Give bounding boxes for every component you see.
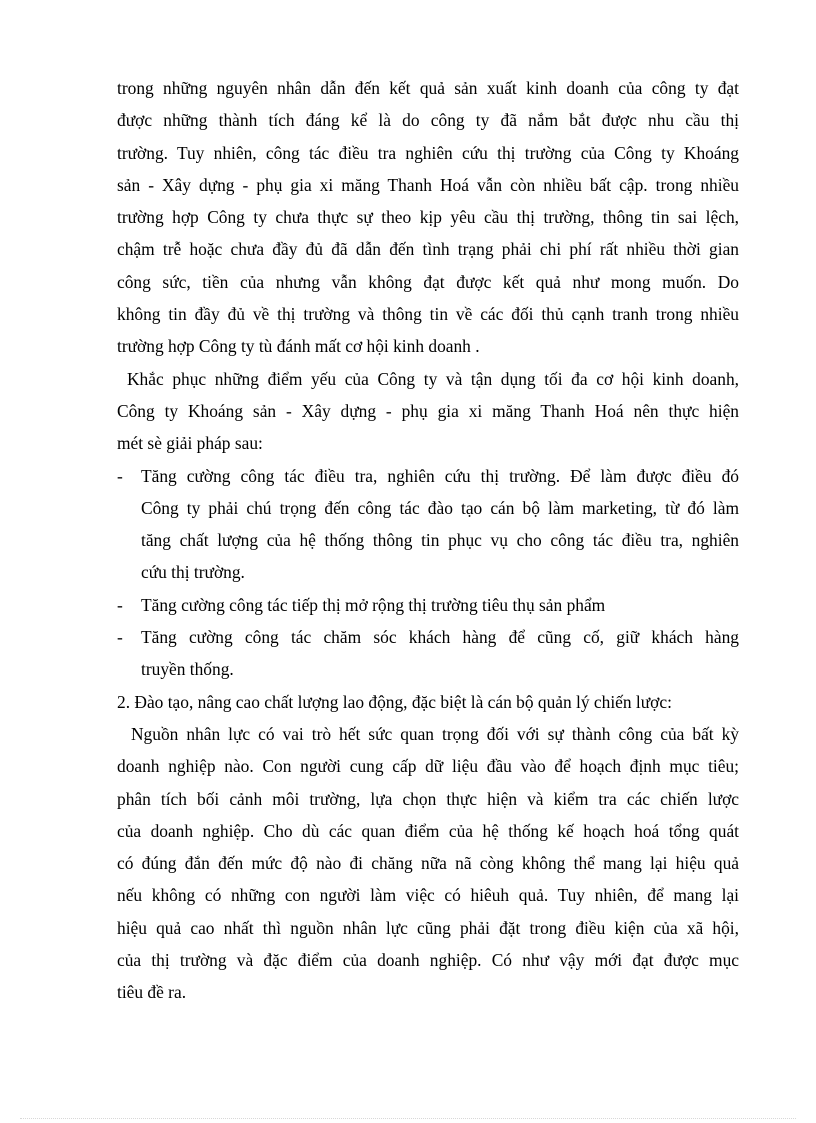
text-line: trường hợp Công ty tù đánh mất cơ hội kinh doanh . [117, 336, 480, 357]
text-line: sản - Xây dựng - phụ gia xi măng Thanh Hoá vẫn còn nhiều bất cập. trong nhiều [117, 174, 739, 195]
text-line: doanh nghiệp nào. Con người cung cấp dữ liệu đầu vào để hoạch định mục tiêu; [117, 756, 739, 777]
text-line: hiệu quả cao nhất thì nguồn nhân lực cũng phải đặt trong điều kiện của xã hội, [117, 917, 739, 938]
bullet-list [117, 460, 739, 686]
text-line: của thị trường và đặc điểm của doanh nghiệp. Có như vậy mới đạt được mục [117, 950, 739, 971]
text-line: truyền thống. [141, 659, 234, 680]
paragraph-market-research [117, 72, 739, 363]
text-line: cứu thị trường. [141, 562, 245, 583]
text-line: trường hợp Công ty chưa thực sự theo kịp yêu cầu thị trường, thông tin sai lệch, [117, 207, 739, 228]
text-line: trường. Tuy nhiên, công tác điều tra nghiên cứu thị trường của Công ty Khoáng [117, 142, 739, 163]
text-line: tăng chất lượng của hệ thống thông tin phục vụ cho công tác điều tra, nghiên [141, 530, 739, 551]
text-line: phân tích bối cảnh môi trường, lựa chọn thực hiện và kiểm tra các chiến lược [117, 788, 739, 809]
text-line: công sức, tiền của nhưng vẫn không đạt được kết quả như mong muốn. Do [117, 271, 739, 292]
document-page [117, 72, 739, 1009]
paragraph-human-resources [117, 718, 739, 1009]
text-line: trong những nguyên nhân dẫn đến kết quả sản xuất kinh doanh của công ty đạt [117, 78, 739, 98]
page-bottom-divider [20, 1118, 796, 1119]
paragraph-solutions-intro [117, 363, 739, 460]
text-line: Nguồn nhân lực có vai trò hết sức quan trọng đối với sự thành công của bất kỳ [131, 723, 739, 744]
section-heading: 2. Đào tạo, nâng cao chất lượng lao động, đặc biệt là cán bộ quản lý chiến lược: [117, 691, 672, 712]
text-line: nếu không có những con người làm việc có hiêuh quả. Tuy nhiên, để mang lại [117, 885, 739, 906]
text-line: Công ty phải chú trọng đến công tác đào tạo cán bộ làm marketing, từ đó làm [141, 497, 739, 518]
text-line: được những thành tích đáng kể là do công ty đã nắm bắt được nhu cầu thị [117, 110, 739, 131]
text-line: không tin đầy đủ về thị trường và thông tin về các đối thủ cạnh tranh trong nhiều [117, 304, 739, 325]
list-item [117, 589, 739, 621]
text-line: của doanh nghiệp. Cho dù các quan điểm của hệ thống kế hoạch hoá tổng quát [117, 820, 739, 841]
text-line: có đúng đắn đến mức độ nào đi chăng nữa nã còng không thể mang lại hiệu quả [117, 853, 739, 874]
text-line: tiêu đề ra. [117, 982, 187, 1003]
text-line: Khắc phục những điểm yếu của Công ty và tận dụng tối đa cơ hội kinh doanh, [127, 368, 739, 389]
text-line: Tăng cường công tác điều tra, nghiên cứu thị trường. Để làm được điều đó [141, 465, 739, 486]
bullet-dash: - [117, 627, 123, 648]
bullet-dash: - [117, 465, 123, 486]
text-line: Tăng cường công tác tiếp thị mở rộng thị trường tiêu thụ sản phẩm [141, 594, 606, 615]
text-line: chậm trễ hoặc chưa đầy đủ đã dẫn đến tình trạng phải chi phí rất nhiều thời gian [117, 239, 739, 260]
bullet-dash: - [117, 594, 123, 615]
list-item [117, 460, 739, 589]
text-line: mét sè giải pháp sau: [117, 433, 263, 454]
list-item [117, 621, 739, 686]
text-line: Tăng cường công tác chăm sóc khách hàng để cũng cố, giữ khách hàng [141, 627, 739, 648]
text-line: Công ty Khoáng sản - Xây dựng - phụ gia xi măng Thanh Hoá nên thực hiện [117, 400, 739, 421]
